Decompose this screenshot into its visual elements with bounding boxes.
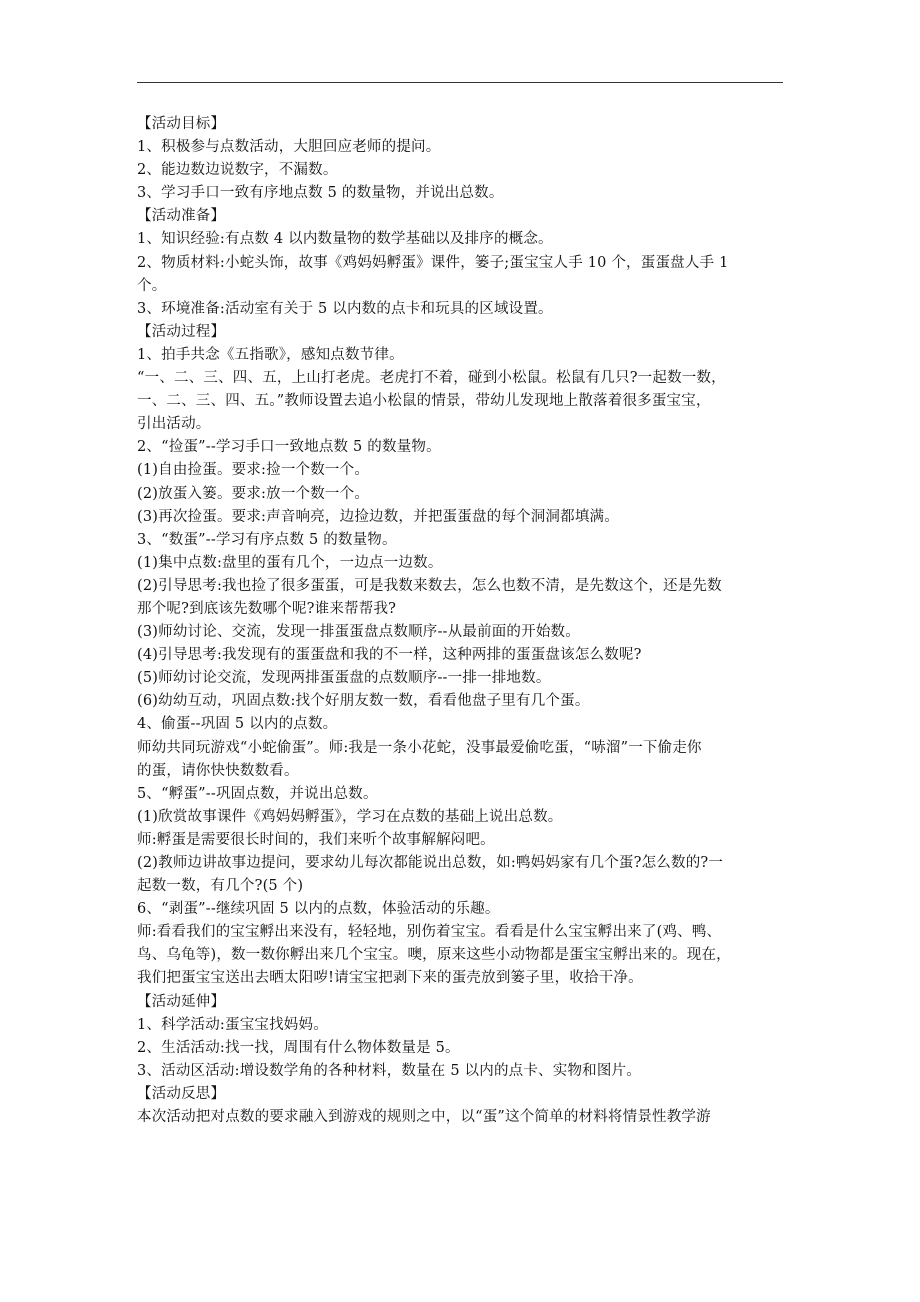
text-line: 那个呢?到底该先数哪个呢?谁来帮帮我? bbox=[137, 600, 397, 617]
text-line: 鸟、乌龟等)，数一数你孵出来几个宝宝。噢，原来这些小动物都是蛋宝宝孵出来的。现在， bbox=[137, 947, 731, 964]
text-line: “一、二、三、四、五，上山打老虎。老虎打不着，碰到小松鼠。松鼠有几只?一起数一数， bbox=[137, 370, 726, 387]
text-line: 我们把蛋宝宝送出去晒太阳哕!请宝宝把剥下来的蛋壳放到篓子里，收拾干净。 bbox=[137, 970, 643, 987]
text-line: 【活动准备】 bbox=[137, 208, 226, 225]
text-line: 1、积极参与点数活动，大胆回应老师的提问。 bbox=[137, 139, 441, 156]
text-line: 1、科学活动:蛋宝宝找妈妈。 bbox=[137, 1016, 328, 1033]
text-line: 5、“孵蛋”--巩固点数，并说出总数。 bbox=[137, 785, 378, 802]
text-line: (6)幼幼互动，巩固点数:找个好朋友数一数，看看他盘子里有几个蛋。 bbox=[137, 693, 590, 710]
text-line: 的蛋，请你快快数数看。 bbox=[137, 762, 299, 779]
text-line: 【活动过程】 bbox=[137, 323, 226, 340]
text-line: 本次活动把对点数的要求融入到游戏的规则之中，以“蛋”这个简单的材料将情景性教学游 bbox=[137, 1109, 711, 1126]
text-line: 【活动延伸】 bbox=[137, 993, 226, 1010]
text-line: 3、学习手口一致有序地点数 5 的数量物，并说出总数。 bbox=[137, 185, 504, 202]
text-line: 【活动反思】 bbox=[137, 1085, 226, 1102]
document-body bbox=[137, 113, 787, 1129]
text-line: 个。 bbox=[137, 277, 167, 294]
text-line: (3)师幼讨论、交流，发现一排蛋蛋盘点数顺序--从最前面的开始数。 bbox=[137, 624, 580, 641]
text-line: 4、偷蛋--巩固 5 以内的点数。 bbox=[137, 716, 338, 733]
text-line: (2)教师边讲故事边提问，要求幼儿每次都能说出总数，如:鸭妈妈家有几个蛋?怎么数的?一 bbox=[137, 855, 724, 871]
text-line: 2、能边数边说数字，不漏数。 bbox=[137, 162, 338, 179]
text-line: (3)再次捡蛋。要求:声音响亮，边捡边数，并把蛋蛋盘的每个洞洞都填满。 bbox=[137, 508, 619, 525]
header-rule bbox=[137, 82, 783, 83]
text-line: 3、环境准备:活动室有关于 5 以内数的点卡和玩具的区域设置。 bbox=[137, 300, 553, 317]
text-line: 引出活动。 bbox=[137, 416, 211, 433]
text-line: 3、“数蛋”--学习有序点数 5 的数量物。 bbox=[137, 531, 397, 548]
text-line: 2、生活活动:找一找，周围有什么物体数量是 5。 bbox=[137, 1039, 460, 1056]
text-line: 1、知识经验:有点数 4 以内数量物的数学基础以及排序的概念。 bbox=[137, 231, 553, 248]
text-line: 师幼共同玩游戏“小蛇偷蛋”。师:我是一条小花蛇，没事最爱偷吃蛋，“哧溜”一下偷走你 bbox=[137, 739, 702, 756]
text-line: 【活动目标】 bbox=[137, 116, 226, 132]
text-line: (2)放蛋入篓。要求:放一个数一个。 bbox=[137, 485, 370, 502]
text-line: 2、物质材料:小蛇头饰，故事《鸡妈妈孵蛋》课件，篓子;蛋宝宝人手 10 个，蛋蛋盘人手 1 bbox=[137, 254, 729, 271]
text-line: (1)自由捡蛋。要求:捡一个数一个。 bbox=[137, 462, 370, 479]
text-line: (2)引导思考:我也捡了很多蛋蛋，可是我数来数去，怎么也数不清，是先数这个，还是先数 bbox=[137, 577, 722, 594]
text-line: (5)师幼讨论交流，发现两排蛋蛋盘的点数顺序--一排一排地数。 bbox=[137, 670, 551, 687]
text-line: (4)引导思考:我发现有的蛋蛋盘和我的不一样，这种两排的蛋蛋盘该怎么数呢? bbox=[137, 647, 642, 664]
text-line: 6、“剥蛋”--继续巩固 5 以内的点数，体验活动的乐趣。 bbox=[137, 901, 500, 918]
text-line: (1)欣赏故事课件《鸡妈妈孵蛋》，学习在点数的基础上说出总数。 bbox=[137, 808, 563, 825]
text-line: 3、活动区活动:增设数学角的各种材料，数量在 5 以内的点卡、实物和图片。 bbox=[137, 1062, 641, 1079]
text-line: 师:看看我们的宝宝孵出来没有，轻轻地，别伤着宝宝。看看是什么宝宝孵出来了(鸡、鸭、 bbox=[137, 924, 722, 941]
text-line: 师:孵蛋是需要很长时间的，我们来听个故事解解闷吧。 bbox=[137, 831, 495, 848]
text-line: 1、拍手共念《五指歌》，感知点数节律。 bbox=[137, 346, 404, 363]
text-line: 2、“捡蛋”--学习手口一致地点数 5 的数量物。 bbox=[137, 439, 441, 456]
text-line: 起数一数，有几个?(5 个) bbox=[137, 878, 304, 895]
text-line: (1)集中点数:盘里的蛋有几个，一边点一边数。 bbox=[137, 554, 443, 571]
text-line: 一、二、三、四、五。”教师设置去追小松鼠的情景，带幼儿发现地上散落着很多蛋宝宝， bbox=[137, 393, 711, 410]
